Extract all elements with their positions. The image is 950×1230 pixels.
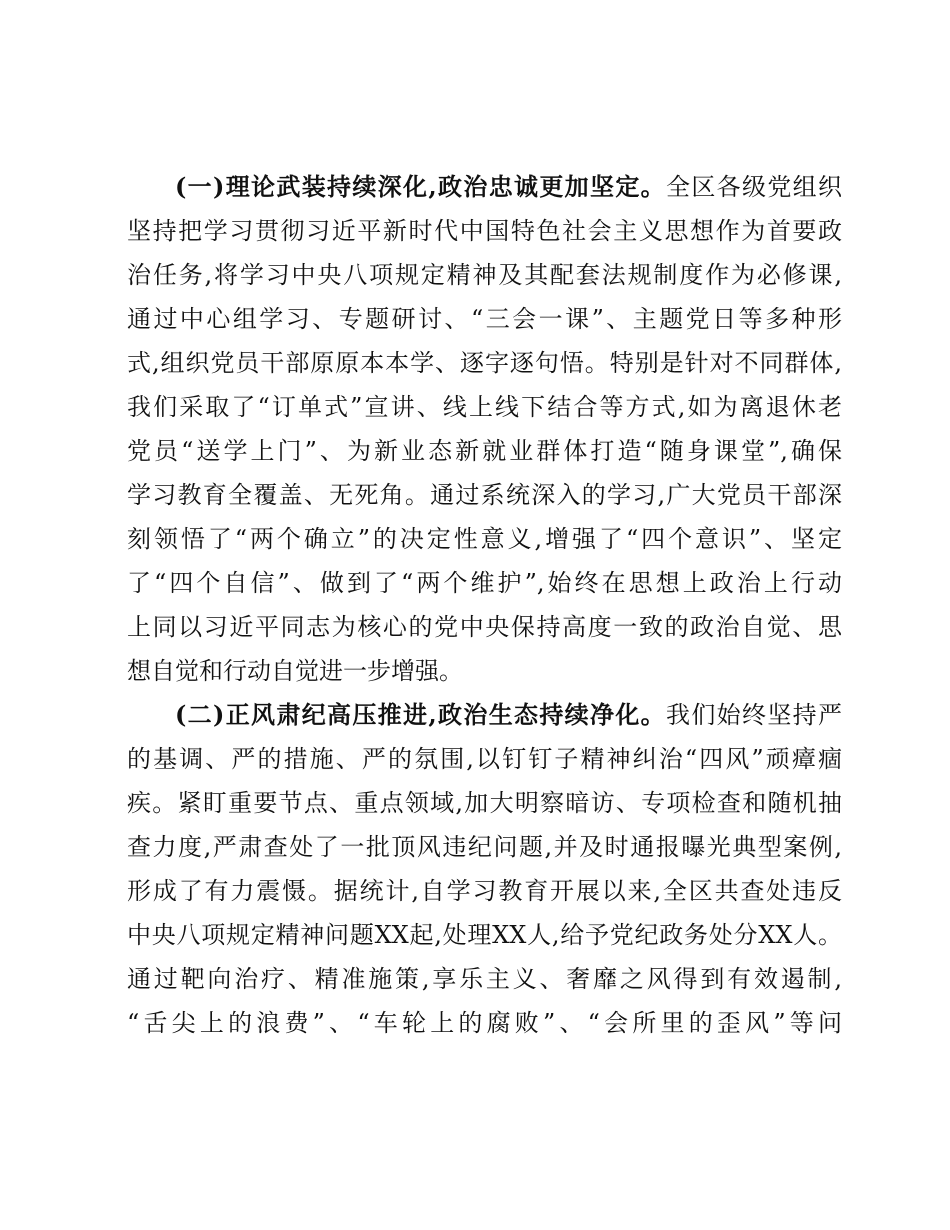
paragraph-2-line-3: 疾。紧盯重要节点、重点领域,加大明察暗访、专项检查和随机抽	[127, 789, 842, 817]
paragraph-1-line-11: 上同以习近平同志为核心的党中央保持高度一致的政治自觉、思	[127, 613, 842, 641]
paragraph-1-line-8: 学习教育全覆盖、无死角。通过系统深入的学习,广大党员干部深	[127, 481, 842, 509]
paragraph-1-line-4: 通过中心组学习、专题研讨、“三会一课”、主题党日等多种形	[127, 305, 842, 333]
paragraph-1-line-1	[175, 168, 842, 206]
paragraph-1-line-10: 了“四个自信”、做到了“两个维护”,始终在思想上政治上行动	[127, 569, 842, 597]
paragraph-2-line-8: “舌尖上的浪费”、“车轮上的腐败”、“会所里的歪风”等问	[127, 1009, 842, 1037]
paragraph-2-line-6: 中央八项规定精神问题XX起,处理XX人,给予党纪政务处分XX人。	[127, 921, 842, 949]
paragraph-2-line-2: 的基调、严的措施、严的氛围,以钉钉子精神纠治“四风”顽瘴痼	[127, 745, 842, 773]
paragraph-2-line-4: 查力度,严肃查处了一批顶风违纪问题,并及时通报曝光典型案例,	[127, 833, 842, 861]
paragraph-1-line-2: 坚持把学习贯彻习近平新时代中国特色社会主义思想作为首要政	[127, 217, 842, 245]
paragraph-2-line-1	[175, 696, 842, 734]
paragraph-1-heading: (一)理论武装持续深化,政治忠诚更加坚定。	[175, 172, 667, 201]
paragraph-2-text: 我们始终坚持严	[666, 701, 842, 729]
paragraph-2-heading: (二)正风肃纪高压推进,政治生态持续净化。	[175, 700, 667, 729]
paragraph-1-line-12: 想自觉和行动自觉进一步增强。	[127, 657, 463, 685]
paragraph-2-line-5: 形成了有力震慑。据统计,自学习教育开展以来,全区共查处违反	[127, 877, 842, 905]
paragraph-1-line-7: 党员“送学上门”、为新业态新就业群体打造“随身课堂”,确保	[127, 437, 842, 465]
paragraph-1-text: 全区各级党组织	[666, 173, 842, 201]
paragraph-1-line-3: 治任务,将学习中央八项规定精神及其配套法规制度作为必修课,	[127, 261, 842, 289]
paragraph-1-line-5: 式,组织党员干部原原本本学、逐字逐句悟。特别是针对不同群体,	[127, 349, 842, 377]
paragraph-2-line-7: 通过靶向治疗、精准施策,享乐主义、奢靡之风得到有效遏制,	[127, 965, 842, 993]
paragraph-1-line-6: 我们采取了“订单式”宣讲、线上线下结合等方式,如为离退休老	[127, 393, 842, 421]
paragraph-1-line-9: 刻领悟了“两个确立”的决定性意义,增强了“四个意识”、坚定	[127, 525, 842, 553]
